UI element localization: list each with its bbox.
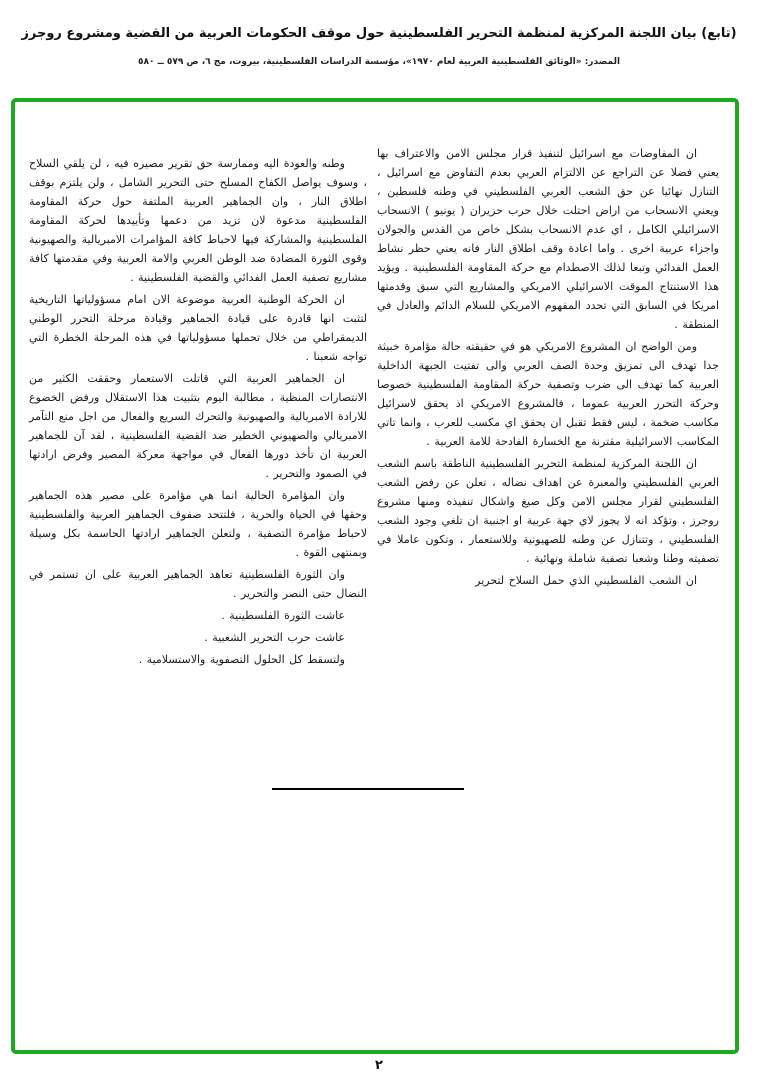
paragraph: ان اللجنة المركزية لمنظمة التحرير الفلسطينية الناطقة باسم الشعب العربي الفلسطيني والمعبرة عن اهداف نضاله ، تعلن عن رفض الشعب الفلسطيني لقرار مجلس الامن وكل صيغ واشكال تنفيذه ومنها مشروع روجرز ، وتؤكد انه لا يجوز لاي جهة عربية او اجنبية ان تلغي وجود الشعب الفلسطيني ، وتتنازل عن وطنه للصهيونية وللاستعمار ، وتكون عاملا في تصفيته وطنا وشعبا تصفية شاملة ونهائية . (377, 457, 719, 565)
page-number: ٢ (375, 1058, 383, 1073)
paragraph: ومن الواضح ان المشروع الامريكي هو في حقيقته حالة مؤامرة خبيثة جدا تهدف الى تمزيق وحدة الصف العربي والى تفتيت الجبهة الداخلية العربية كما تهدف الى ضرب وتصفية حركة المقاومة الفلسطينية خصوصا وحركة التحرر العربية عموما ، فالمشروع الامريكي اذ يحقق لاسرائيل مكاسب ضخمة ، ليس فقط تقبل ان يحقق اي مكسب للعرب ، وانما تاتي المكاسب الاسرائيلية مقترنة مع الخسارة الفادحة للامة العربية . (377, 340, 719, 448)
text-column-right (377, 144, 719, 593)
paragraph: وان المؤامرة الحالية انما هي مؤامرة على مصير هذه الجماهير وحقها في الحياة والحرية ، فلتتحد صفوف الجماهير العربية والفلسطينية لاحباط مؤامرة التصفية ، ولتعلن الجماهير ارادتها الحاسمة بكل وسيلة وبمنتهى القوة . (29, 489, 367, 559)
page-title: (تابع) بيان اللجنة المركزية لمنظمة التحرير الفلسطينية حول موقف الحكومات العربية من القضية ومشروع روجرز (21, 26, 737, 41)
section-divider-rule (272, 788, 464, 790)
source-citation: المصدر: «الوثائق الفلسطينية العربية لعام ١٩٧٠»، مؤسسة الدراسات الفلسطينية، بيروت، مج ٦، ص ٥٧٩ ــ ٥٨٠ (137, 57, 621, 67)
closing-slogan: عاشت حرب التحرير الشعبية . (204, 631, 345, 644)
closing-slogan: عاشت الثورة الفلسطينية . (221, 609, 345, 622)
paragraph: ان الجماهير العربية التي قاتلت الاستعمار وحققت الكثير من الانتصارات المنظية ، مطالبة اليوم بتثبيت هذا الاستقلال ورفض الخضوع للارادة الامبريالية والصهيونية والتحرك السريع والفعال من اجل منع التآمر الامبريالي والصهيوني الخطير ضد القضية الفلسطينية ، لقد آن للجماهير العربية ان تأخذ دورها الفعال في مواجهة معركة المصير وفرض ارادتها في الصمود والتحرير . (29, 372, 367, 480)
text-column-left (29, 154, 367, 672)
closing-slogan: ولتسقط كل الحلول التصفوية والاستسلامية . (138, 653, 345, 666)
paragraph: ان الشعب الفلسطيني الذي حمل السلاح لتحرير (475, 574, 697, 587)
paragraph: وطنه والعودة اليه وممارسة حق تقرير مصيره فيه ، لن يلقي السلاح ، وسوف يواصل الكفاح المسلح حتى التحرير الشامل ، ولن يلتزم بوقف اطلاق النار ، وان الجماهير العربية الملتفة حول حركة المقاومة الفلسطينية مدعوة لان تزيد من دعمها وتأييدها لحركة المقاومة الفلسطينية والمشاركة فيها لاحباط كافة المؤامرات الامبريالية والصهيونية وقوى الثورة المضادة ضد الوطن العربي والامة العربية وفي مقدمتها كافة مشاريع تصفية العمل الفدائي والقضية الفلسطينية . (29, 157, 367, 284)
document-border-frame (11, 98, 739, 1054)
paragraph: ان المفاوضات مع اسرائيل لتنفيذ قرار مجلس الامن والاعتراف بها يعني فضلا عن التراجع عن الالتزام العربي بعدم التفاوض مع اسرائيل ، التنازل نهائيا عن حق الشعب العربي الفلسطيني في وطنه فلسطين ، ويعني الانسحاب من اراض احتلت خلال حرب حزيران ( يونيو ) الانسحاب الاسرائيلي الكامل ، اي عدم الانسحاب بشكل خاص من القدس والجولان واجزاء عربية اخرى . واما اعادة وقف اطلاق النار فانه يعني حظر نشاط العمل الفدائي وتبعا لذلك الاصطدام مع حركة المقاومة الفلسطينية . ويؤيد هذا الاستنتاج الموقت الاسرائيلي الامريكي والمشاريع التي سبق وقدمتها امريكا في السابق التي تحدد المفهوم الامريكي للسلام الدائم والعادل في المنطقة . (377, 147, 719, 331)
paragraph: ان الحركة الوطنية العربية موضوعة الان امام مسؤولياتها التاريخية لتثبت انها قادرة على قيادة الجماهير وقيادة مرحلة التحرر الوطني الديمقراطي من خلال تحملها مسؤولياتها في هذه المرحلة الخطرة التي تواجه شعبنا . (29, 293, 367, 363)
paragraph: وان الثورة الفلسطينية تعاهد الجماهير العربية على ان تستمر في النضال حتى النصر والتحرير . (29, 568, 367, 600)
